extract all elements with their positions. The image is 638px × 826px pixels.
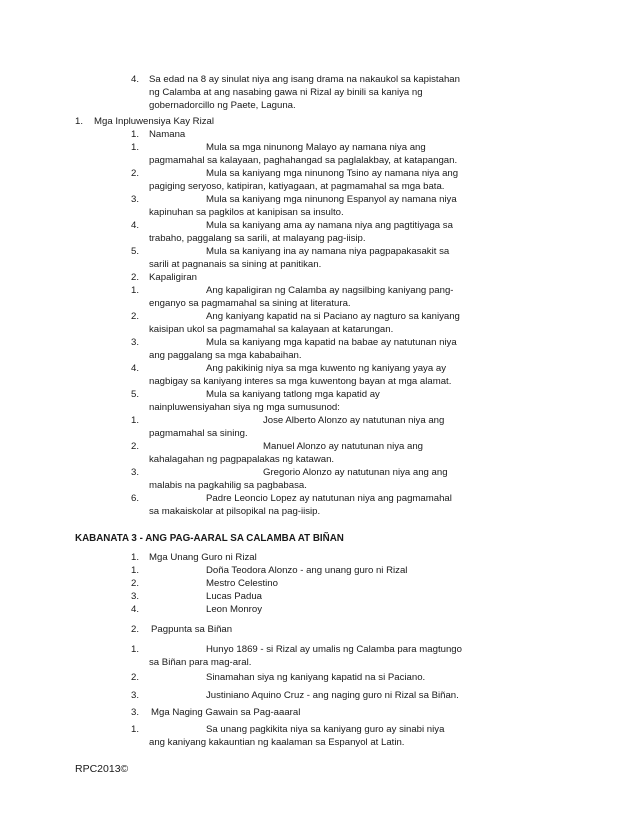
list-number: 4. [131, 604, 140, 615]
list-number: 4. [131, 74, 140, 85]
subsection-title: Kapaligiran [149, 272, 198, 283]
section-number: 1. [75, 116, 84, 127]
list-number: 2. [131, 672, 140, 683]
list-item-lead: Hunyo 1869 - si Rizal ay umalis ng Calamba para magtungo [206, 644, 462, 655]
list-number: 3. [131, 467, 140, 478]
chapter-heading: KABANATA 3 - ANG PAG-AARAL SA CALAMBA AT BIÑAN [75, 533, 344, 544]
paragraph-line: Sa edad na 8 ay sinulat niya ang isang drama na nakaukol sa kapistahan [149, 74, 460, 85]
list-item-cont: sarili at pagnanais sa sining at panitikan. [149, 259, 322, 270]
footer-copyright: RPC2013© [75, 763, 129, 775]
list-number: 1. [131, 552, 140, 563]
list-number: 1. [131, 565, 140, 576]
list-item-cont: pagmamahal sa kalayaan, paghahangad sa paglalakbay, at katapangan. [149, 155, 458, 166]
list-item: Doña Teodora Alonzo - ang unang guro ni Rizal [206, 565, 408, 576]
subsection-title: Mga Unang Guro ni Rizal [149, 552, 257, 563]
paragraph-line: ng Calamba at ang nasabing gawa ni Rizal ay binili sa kaniya ng [149, 87, 423, 98]
list-number: 5. [131, 246, 140, 257]
list-item-cont: kahalagahan ng pagpapalakas ng katawan. [149, 454, 335, 465]
list-number: 4. [131, 220, 140, 231]
list-item-lead: Gregorio Alonzo ay natutunan niya ang ang [263, 467, 448, 478]
list-item-cont: kaisipan ukol sa pagmamahal sa kalayaan at katarungan. [149, 324, 394, 335]
list-item-cont: trabaho, paggalang sa sarili, at malayang pag-iisip. [149, 233, 366, 244]
list-item-cont: ang paggalang sa mga kababaihan. [149, 350, 302, 361]
list-number: 1. [131, 644, 140, 655]
list-number: 2. [131, 272, 140, 283]
list-item-cont: nagbigay sa kaniyang interes sa mga kuwentong bayan at mga alamat. [149, 376, 452, 387]
list-number: 1. [131, 285, 140, 296]
list-item-lead: Jose Alberto Alonzo ay natutunan niya ang [263, 415, 445, 426]
list-item-cont: nainpluwensiyahan siya ng mga sumusunod: [149, 402, 340, 413]
list-item-lead: Sa unang pagkikita niya sa kaniyang guro ay sinabi niya [206, 724, 445, 735]
list-number: 1. [131, 129, 140, 140]
list-number: 2. [131, 311, 140, 322]
list-number: 6. [131, 493, 140, 504]
list-number: 2. [131, 168, 140, 179]
list-item: Lucas Padua [206, 591, 263, 602]
list-item-lead: Ang kaniyang kapatid na si Paciano ay nagturo sa kaniyang [206, 311, 460, 322]
list-item-lead: Manuel Alonzo ay natutunan niya ang [263, 441, 424, 452]
list-number: 1. [131, 142, 140, 153]
paragraph-line: gobernadorcillo ng Paete, Laguna. [149, 100, 296, 111]
list-item-cont: pagmamahal sa sining. [149, 428, 248, 439]
list-item-lead: Mula sa kaniyang ama ay namana niya ang pagtitiyaga sa [206, 220, 453, 231]
list-item-lead: Mula sa kaniyang mga kapatid na babae ay natutunan niya [206, 337, 457, 348]
subsection-title: Pagpunta sa Biñan [151, 624, 233, 635]
list-number: 2. [131, 578, 140, 589]
list-item: Mestro Celestino [206, 578, 278, 589]
list-item-cont: malabis na pagkahilig sa pagbabasa. [149, 480, 307, 491]
list-item-lead: Sinamahan siya ng kaniyang kapatid na si Paciano. [206, 672, 426, 683]
list-number: 3. [131, 690, 140, 701]
list-number: 2. [131, 441, 140, 452]
list-number: 5. [131, 389, 140, 400]
list-item-cont: enganyo sa pagmamahal sa sining at literatura. [149, 298, 351, 309]
list-item-lead: Justiniano Aquino Cruz - ang naging guro ni Rizal sa Biñan. [206, 690, 459, 701]
list-number: 3. [131, 194, 140, 205]
list-item-lead: Mula sa kaniyang mga ninunong Espanyol ay namana niya [206, 194, 457, 205]
list-number: 2. [131, 624, 140, 635]
list-number: 1. [131, 415, 140, 426]
list-item-lead: Ang pakikinig niya sa mga kuwento ng kaniyang yaya ay [206, 363, 446, 374]
subsection-title: Namana [149, 129, 186, 140]
list-number: 3. [131, 707, 140, 718]
list-item-cont: ang kaniyang kakauntian ng kaalaman sa Espanyol at Latin. [149, 737, 405, 748]
list-number: 4. [131, 363, 140, 374]
list-item-lead: Mula sa kaniyang ina ay namana niya pagpapakasakit sa [206, 246, 450, 257]
list-item-lead: Ang kapaligiran ng Calamba ay nagsilbing kaniyang pang- [206, 285, 454, 296]
list-item-lead: Padre Leoncio Lopez ay natutunan niya ang pagmamahal [206, 493, 452, 504]
list-item-cont: sa makaiskolar at pilsopikal na pag-iisip. [149, 506, 321, 517]
list-number: 3. [131, 337, 140, 348]
list-item-lead: Mula sa kaniyang mga ninunong Tsino ay namana niya ang [206, 168, 459, 179]
list-number: 1. [131, 724, 140, 735]
list-item-cont: pagiging seryoso, katipiran, katiyagaan, at pagmamahal sa mga bata. [149, 181, 445, 192]
list-item-cont: sa Biñan para mag-aral. [149, 657, 252, 668]
list-item-lead: Mula sa kaniyang tatlong mga kapatid ay [206, 389, 380, 400]
list-number: 3. [131, 591, 140, 602]
list-item-lead: Mula sa mga ninunong Malayo ay namana niya ang [206, 142, 426, 153]
list-item: Leon Monroy [206, 604, 262, 615]
section-title: Mga Inpluwensiya Kay Rizal [94, 116, 214, 127]
list-item-cont: kapinuhan sa pagkilos at kanipisan sa insulto. [149, 207, 344, 218]
subsection-title: Mga Naging Gawain sa Pag-aaaral [151, 707, 301, 718]
